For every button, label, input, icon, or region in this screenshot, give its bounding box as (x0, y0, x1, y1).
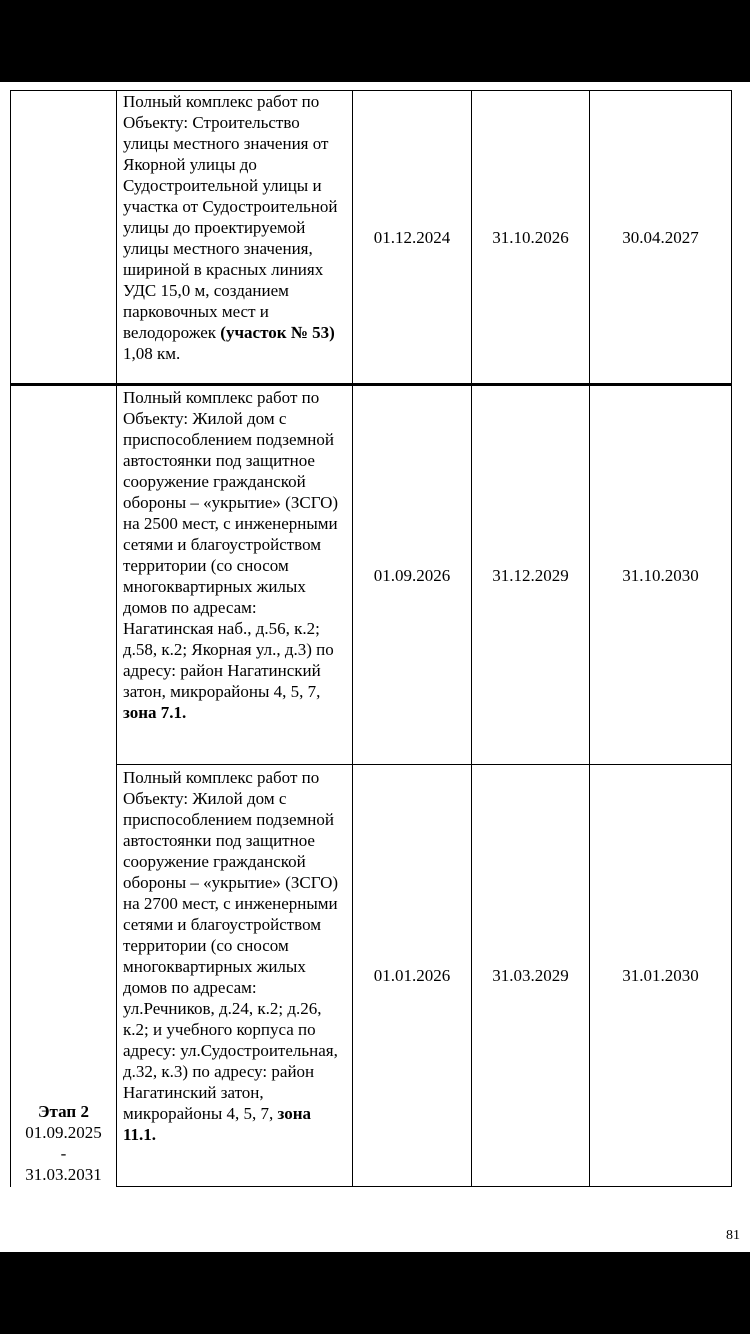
table-column-divider (116, 90, 117, 1187)
start-date: 01.09.2026 (373, 565, 451, 585)
stage-start-date: 01.09.2025 (25, 1123, 102, 1142)
commissioning-date: 31.01.2030 (622, 966, 699, 985)
table-border-left (10, 90, 11, 1187)
start-date: 01.12.2024 (373, 227, 451, 247)
page-number: 81 (726, 1228, 740, 1243)
stage-end-date: 31.03.2031 (25, 1165, 102, 1184)
table-border-bottom (116, 1186, 732, 1187)
table-row (123, 91, 353, 364)
stage-dash: - (60, 1144, 67, 1163)
work-description-bold: зона 11.1. (123, 1104, 312, 1144)
work-description-bold: зона 7.1. (123, 703, 187, 722)
completion-date: 31.03.2029 (492, 966, 569, 985)
commissioning-date: 30.04.2027 (622, 227, 699, 247)
document-page (0, 82, 750, 1252)
work-description: Полный комплекс работ по Объекту: Жилой дом с приспособлением подземной автостоянки под защитное сооружение гражданской обороны – «укрытие» (ЗСГО) на 2700 мест, с инженерными сетями и благоустройством территории (со сносом многоквартирных жилых домов по адресам: ул.Речников, д.24, к.2; д.26, к.2; и учебного корпуса по адресу: ул.Судостроительная, д.32, к.3) по адресу: район Нагатинский затон, микрорайоны 4, 5, 7, (123, 768, 339, 1123)
start-date: 01.01.2026 (373, 966, 451, 985)
table-row (123, 387, 353, 723)
completion-date: 31.10.2026 (492, 227, 569, 247)
work-description: Полный комплекс работ по Объекту: Строительство улицы местного значения от Якорной улицы до Судостроительной улицы и участка от Судостроительной улицы до проектируемой улицы местного значения, шириной в красных линиях УДС 15,0 м, созданием парковочных мест и велодорожек (123, 92, 338, 342)
table-row (123, 767, 353, 1145)
work-description-bold: (участок № 53) (220, 323, 335, 342)
work-description: Полный комплекс работ по Объекту: Жилой дом с приспособлением подземной автостоянки под защитное сооружение гражданской обороны – «укрытие» (ЗСГО) на 2500 мест, с инженерными сетями и благоустройством территории (со сносом многоквартирных жилых домов по адресам: Нагатинская наб., д.56, к.2; д.58, к.2; Якорная ул., д.3) по адресу: район Нагатинский затон, микрорайоны 4, 5, 7, (123, 388, 339, 701)
table-border-right (731, 90, 732, 1187)
completion-date: 31.12.2029 (492, 565, 569, 585)
work-description-suffix: 1,08 км. (123, 344, 181, 363)
commissioning-date: 31.10.2030 (622, 565, 699, 585)
stage-label (11, 1101, 116, 1185)
stage-title: Этап 2 (38, 1102, 89, 1121)
